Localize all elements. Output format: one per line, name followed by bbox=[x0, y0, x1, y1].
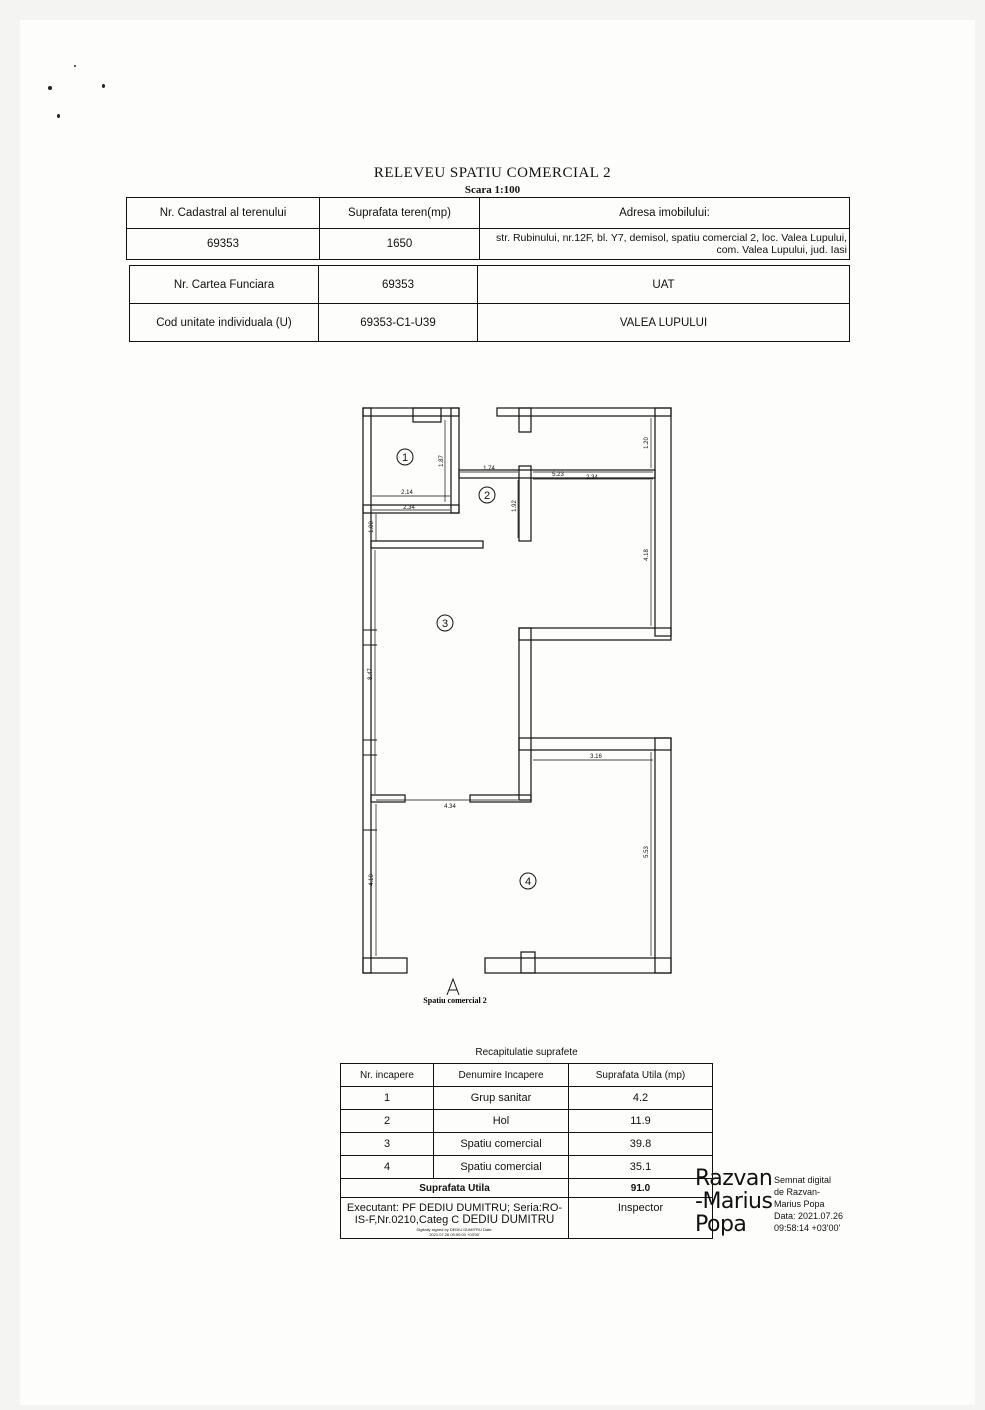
land-area-header: Suprafata teren(mp) bbox=[320, 198, 480, 229]
wall-hol-bottom bbox=[371, 541, 483, 548]
room-nr: 4 bbox=[341, 1156, 434, 1179]
dim-label: 4.18 bbox=[644, 549, 650, 561]
room-name: Hol bbox=[434, 1110, 569, 1133]
dim-label: 1.87 bbox=[439, 455, 445, 467]
room-number-1: 1 bbox=[401, 452, 409, 464]
dim-label: 5.53 bbox=[644, 846, 650, 858]
room-area: 4.2 bbox=[569, 1087, 713, 1110]
wall-top-left bbox=[363, 408, 459, 416]
scan-speck bbox=[48, 86, 52, 90]
pillar-top bbox=[519, 408, 531, 432]
dim-label: 5.23 bbox=[552, 472, 564, 478]
scan-speck bbox=[102, 84, 105, 88]
room-name: Spatiu comercial bbox=[434, 1156, 569, 1179]
land-info-table bbox=[126, 197, 850, 260]
cadastral-header: Nr. Cadastral al terenului bbox=[127, 198, 320, 229]
room-name: Grup sanitar bbox=[434, 1087, 569, 1110]
signature-detail-line: Data: 2021.07.26 bbox=[774, 1211, 844, 1221]
uat-value: VALEA LUPULUI bbox=[478, 304, 850, 342]
signature-detail-line: Semnat digital bbox=[774, 1175, 832, 1185]
room-number-3: 3 bbox=[441, 618, 449, 630]
entrance-arrow-icon bbox=[447, 979, 459, 995]
signature-detail-line: 09:58:14 +03'00' bbox=[774, 1223, 841, 1233]
address-header: Adresa imobilului: bbox=[480, 198, 850, 229]
dim-label: 2.34 bbox=[403, 505, 415, 511]
wall-hol-right bbox=[519, 466, 531, 541]
unit-info-table bbox=[129, 265, 850, 342]
wall-bottom-left bbox=[363, 958, 407, 973]
wall-divider-left bbox=[371, 795, 405, 802]
cadastral-value: 69353 bbox=[127, 229, 320, 260]
unit-code-value: 69353-C1-U39 bbox=[319, 304, 478, 342]
digital-signature-details bbox=[774, 1174, 884, 1234]
scale-label: Scara 1:100 bbox=[464, 184, 521, 196]
wall-bottom-right bbox=[485, 958, 671, 973]
dim-label: 1.92 bbox=[512, 500, 518, 512]
wall-right-upper bbox=[655, 408, 671, 636]
room-number-2: 2 bbox=[483, 490, 491, 502]
wall-top-right bbox=[497, 408, 671, 416]
wall-middle-lower bbox=[519, 738, 671, 750]
col-header-nr: Nr. incapere bbox=[341, 1064, 434, 1087]
dim-label: 4.34 bbox=[444, 804, 456, 810]
dim-label: 2.14 bbox=[401, 490, 413, 496]
scan-speck bbox=[57, 114, 60, 118]
pillar-bottom bbox=[521, 952, 535, 973]
dim-label: 3.16 bbox=[590, 754, 602, 760]
executant-block bbox=[341, 1198, 569, 1239]
land-book-value: 69353 bbox=[319, 266, 478, 304]
wall-middle-column bbox=[519, 628, 531, 800]
table-row bbox=[341, 1087, 713, 1110]
floor-plan bbox=[355, 400, 685, 1020]
wall-right-lower bbox=[655, 738, 671, 973]
executant-line2: Seria:RO-IS-F,Nr.0210,Categ C bbox=[354, 1202, 563, 1226]
dim-label: 8.47 bbox=[368, 668, 374, 680]
plan-caption: Spatiu comercial 2 bbox=[423, 996, 487, 1005]
table-row bbox=[341, 1133, 713, 1156]
land-book-label: Nr. Cartea Funciara bbox=[130, 266, 319, 304]
signature-detail-line: Marius Popa bbox=[774, 1199, 825, 1209]
executant-line1: Executant: PF DEDIU DUMITRU; bbox=[346, 1202, 511, 1214]
room-nr: 3 bbox=[341, 1133, 434, 1156]
dim-label: 1.74 bbox=[483, 466, 495, 472]
executant-digital-stamp: Digitally signed by DEDIU DUMITRU Date: 2021.07.26 09:50:03 +03'00' bbox=[416, 1227, 493, 1238]
total-label: Suprafata Utila bbox=[341, 1179, 569, 1198]
signature-name-line: Razvan bbox=[695, 1166, 773, 1191]
room-area: 39.8 bbox=[569, 1133, 713, 1156]
room-nr: 2 bbox=[341, 1110, 434, 1133]
room-nr: 1 bbox=[341, 1087, 434, 1110]
signature-detail-line: de Razvan- bbox=[774, 1187, 821, 1197]
col-header-area: Suprafata Utila (mp) bbox=[569, 1064, 713, 1087]
dim-label: 1.00 bbox=[369, 521, 375, 533]
wall-wc-right bbox=[451, 408, 459, 513]
document-title: RELEVEU SPATIU COMERCIAL 2 bbox=[373, 165, 612, 181]
address-value: str. Rubinului, nr.12F, bl. Y7, demisol, spatiu comercial 2, loc. Valea Lupului, com. Valea Lupului, jud. Iasi bbox=[480, 229, 850, 260]
inspector-label: Inspector bbox=[569, 1198, 713, 1239]
total-value: 91.0 bbox=[569, 1179, 713, 1198]
signature-name-line: Popa bbox=[695, 1212, 747, 1237]
room-number-4: 4 bbox=[524, 876, 532, 888]
scan-speck bbox=[74, 65, 76, 67]
executant-name: DEDIU DUMITRU bbox=[462, 1214, 555, 1226]
digital-signature-name bbox=[695, 1163, 777, 1240]
wall-middle-upper bbox=[519, 628, 671, 640]
dim-label: 2.34 bbox=[586, 475, 598, 481]
wall-left bbox=[363, 408, 371, 973]
window-top bbox=[413, 408, 441, 422]
room-area: 35.1 bbox=[569, 1156, 713, 1179]
dim-label: 1.20 bbox=[644, 437, 650, 449]
wall-divider-right bbox=[470, 795, 531, 802]
room-area: 11.9 bbox=[569, 1110, 713, 1133]
signature-name-line: -Marius bbox=[695, 1189, 773, 1214]
land-area-value: 1650 bbox=[320, 229, 480, 260]
recap-title: Recapitulatie suprafete bbox=[475, 1047, 578, 1058]
table-row bbox=[341, 1110, 713, 1133]
table-row bbox=[341, 1156, 713, 1179]
uat-label: UAT bbox=[478, 266, 850, 304]
dim-label: 4.10 bbox=[369, 874, 375, 886]
col-header-name: Denumire Incapere bbox=[434, 1064, 569, 1087]
unit-code-label: Cod unitate individuala (U) bbox=[130, 304, 319, 342]
room-name: Spatiu comercial bbox=[434, 1133, 569, 1156]
recap-table bbox=[340, 1063, 713, 1239]
